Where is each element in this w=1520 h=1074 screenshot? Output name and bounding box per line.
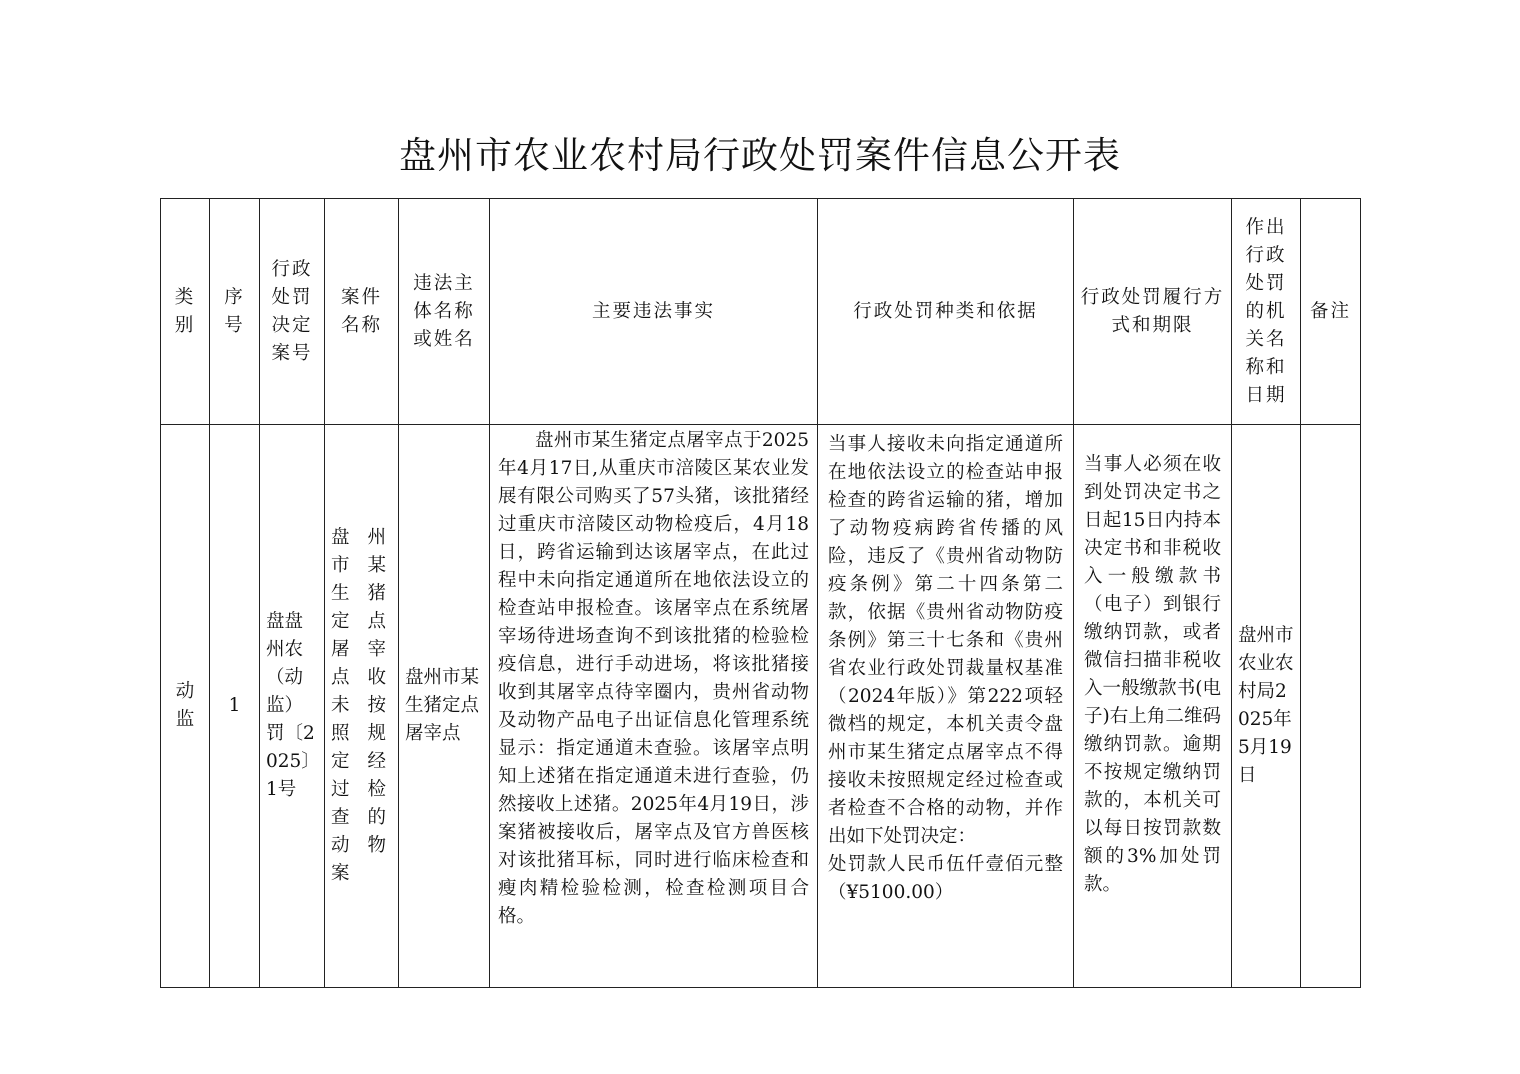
table-row xyxy=(161,425,1361,988)
cell-remarks xyxy=(1301,425,1361,988)
header-fulfillment: 行政处罚履行方式和期限 xyxy=(1074,199,1232,425)
header-remarks: 备注 xyxy=(1301,199,1361,425)
case-info-table xyxy=(160,198,1361,988)
table-header-row xyxy=(161,199,1361,425)
header-serial-no: 序号 xyxy=(210,199,260,425)
header-authority-date: 作出行政处罚的机关名称和日期 xyxy=(1232,199,1301,425)
page-title: 盘州市农业农村局行政处罚案件信息公开表 xyxy=(399,134,1121,177)
penalty-amount-text: 处罚款人民币伍仟壹佰元整（¥5100.00） xyxy=(828,854,1063,903)
penalty-basis-text: 当事人接收未向指定通道所在地依法设立的检查站申报检查的跨省运输的猪，增加了动物疫病跨省传播的风险，违反了《贵州省动物防疫条例》第二十四条第二款，依据《贵州省动物防疫条例》第三十七条和《贵州省农业行政处罚裁量权基准（2024年版）》第222项轻微档的规定，本机关责令盘州市某生猪定点屠宰点不得接收未按照规定经过检查或者检查不合格的动物，并作出如下处罚决定： xyxy=(828,434,1063,847)
header-category: 类别 xyxy=(161,199,210,425)
cell-decision-no: 盘盘州农（动监）罚〔2025〕1号 xyxy=(260,425,325,988)
cell-category: 动监 xyxy=(161,425,210,988)
cell-serial-no: 1 xyxy=(210,425,260,988)
header-party: 违法主体名称或姓名 xyxy=(399,199,490,425)
header-decision-no: 行政处罚决定案号 xyxy=(260,199,325,425)
cell-penalty-basis xyxy=(818,425,1074,988)
header-penalty-basis: 行政处罚种类和依据 xyxy=(818,199,1074,425)
cell-authority-date: 盘州市农业农村局2025年5月19日 xyxy=(1232,425,1301,988)
cell-fulfillment: 当事人必须在收到处罚决定书之日起15日内持本决定书和非税收入一般缴款书（电子）到银行缴纳罚款，或者微信扫描非税收入一般缴款书(电子)右上角二维码缴纳罚款。逾期不按规定缴纳罚款的，本机关可以每日按罚款数额的3%加处罚款。 xyxy=(1074,425,1232,988)
cell-case-name: 盘州市某生猪定点屠宰点收未按照规定经过检查的动物案 xyxy=(325,425,399,988)
header-case-name: 案件名称 xyxy=(325,199,399,425)
cell-facts: 盘州市某生猪定点屠宰点于2025年4月17日,从重庆市涪陵区某农业发展有限公司购买了57头猪，该批猪经过重庆市涪陵区动物检疫后，4月18日，跨省运输到达该屠宰点，在此过程中未向指定通道所在地依法设立的检查站申报检查。该屠宰点在系统屠宰场待进场查询不到该批猪的检验检疫信息，进行手动进场，将该批猪接收到其屠宰点待宰圈内，贵州省动物及动物产品电子出证信息化管理系统显示：指定通道未查验。该屠宰点明知上述猪在指定通道未进行查验，仍然接收上述猪。2025年4月19日，涉案猪被接收后，屠宰点及官方兽医核对该批猪耳标，同时进行临床检查和瘦肉精检验检测，检查检测项目合格。 xyxy=(490,425,818,988)
header-facts: 主要违法事实 xyxy=(490,199,818,425)
cell-party: 盘州市某生猪定点屠宰点 xyxy=(399,425,490,988)
